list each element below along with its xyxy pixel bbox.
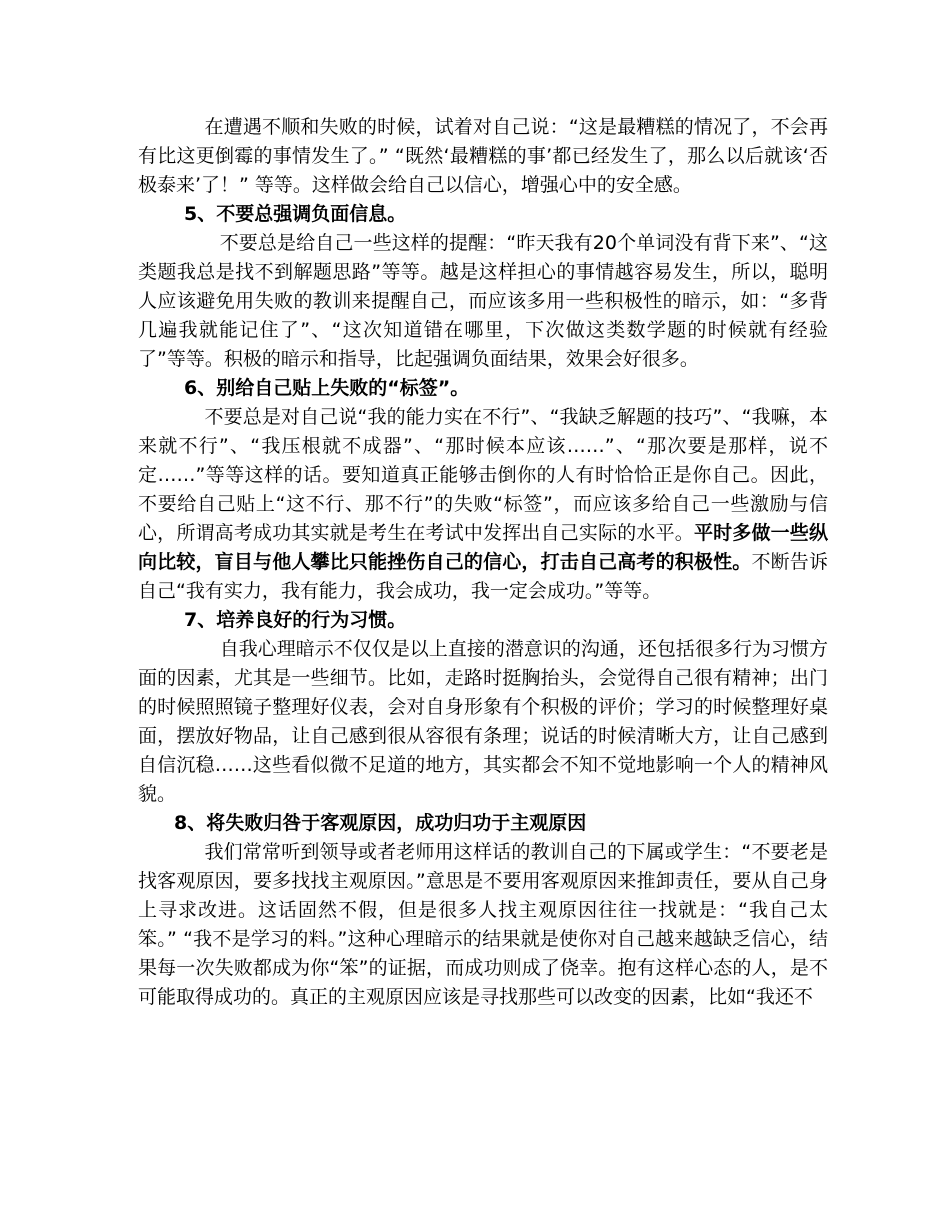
section-6-bold-text: 平时多做一些纵向比较，盲目与他人攀比只能挫伤自己的信心，打击自己高考的积极性。 xyxy=(138,522,828,573)
section-5-paragraph: 不要总是给自己一些这样的提醒：“昨天我有20个单词没有背下来”、“这类题我总是找不到解题思路”等等。越是这样担心的事情越容易发生，所以，聪明人应该避免用失败的教训来提醒自己，而应该多用一些积极性的暗示，如：“多背几遍我就能记住了”、“这次知道错在哪里，下次做这类数学题的时候就有经验了”等等。积极的暗示和指导，比起强调负面结果，效果会好很多。 xyxy=(138,232,828,370)
section-7-paragraph: 自我心理暗示不仅仅是以上直接的潜意识的沟通，还包括很多行为习惯方面的因素，尤其是一些细节。比如，走路时挺胸抬头，会觉得自己很有精神；出门的时候照照镜子整理好仪表，会对自身形象有个积极的评价；学习的时候整理好桌面，摆放好物品，让自己感到很从容很有条理；说话的时候清晰大方，让自己感到自信沉稳……这些看似微不足道的地方，其实都会不知不觉地影响一个人的精神风貌。 xyxy=(138,638,828,805)
section-5-heading: 5、不要总强调负面信息。 xyxy=(184,203,407,225)
document-page xyxy=(138,113,828,1012)
section-7-heading: 7、培养良好的行为习惯。 xyxy=(184,609,407,631)
section-6-heading: 6、别给自己贴上失败的“标签”。 xyxy=(184,377,470,399)
section-8-paragraph: 我们常常听到领导或者老师用这样话的教训自己的下属或学生：“不要老是找客观原因，要多找找主观原因。”意思是不要用客观原因来推卸责任，要从自己身上寻求改进。这话固然不假，但是很多人找主观原因往往一找就是：“我自己太笨。” “我不是学习的料。”这种心理暗示的结果就是使你对自己越来越缺乏信心，结果每一次失败都成为你“笨”的证据，而成功则成了侥幸。抱有这样心态的人，是不可能取得成功的。真正的主观原因应该是寻找那些可以改变的因素，比如“我还不 xyxy=(138,841,828,1008)
section-6-closing-text: 不断告诉自己“我有实力，我有能力，我会成功，我一定会成功。”等等。 xyxy=(138,551,828,602)
intro-paragraph: 在遭遇不顺和失败的时候，试着对自己说：“这是最糟糕的情况了，不会再有比这更倒霉的事情发生了。” “既然‘最糟糕的事’都已经发生了，那么以后就该‘否极泰来’了！” 等等。这样做会给自己以信心，增强心中的安全感。 xyxy=(138,116,828,196)
section-6-paragraph xyxy=(138,403,828,606)
section-6-text: 不要总是对自己说“我的能力实在不行”、“我缺乏解题的技巧”、“我嘛，本来就不行”、“我压根就不成器”、“那时候本应该……”、“那次要是那样，说不定……”等等这样的话。要知道真正能够击倒你的人有时恰恰正是你自己。因此，不要给自己贴上“这不行、那不行”的失败“标签”，而应该多给自己一些激励与信心，所谓高考成功其实就是考生在考试中发挥出自己实际的水平。 xyxy=(138,406,828,544)
section-8-heading: 8、将失败归咎于客观原因，成功归功于主观原因 xyxy=(174,812,587,834)
